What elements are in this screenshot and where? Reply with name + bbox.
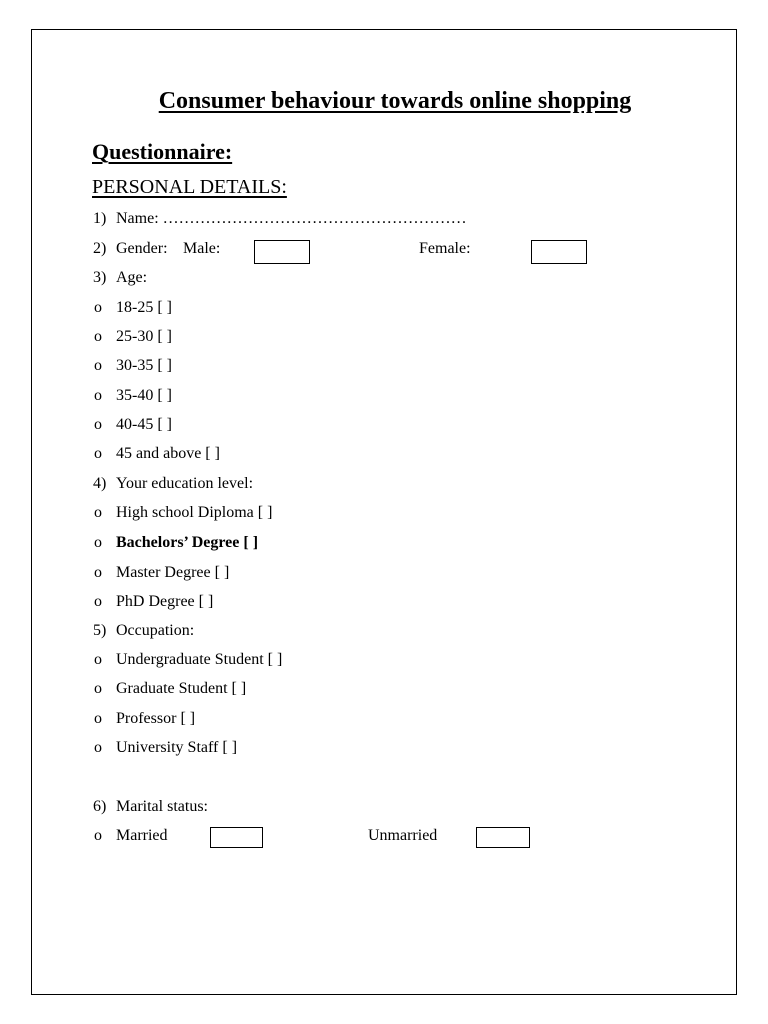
marital-unmarried-checkbox[interactable] <box>476 827 530 848</box>
bullet: o <box>94 357 102 374</box>
document-title: Consumer behaviour towards online shopping <box>158 88 632 114</box>
name-answer-line[interactable]: ………………………………………………… <box>162 210 467 227</box>
education-option-phd[interactable]: PhD Degree [ ] <box>116 593 214 610</box>
age-option-35-40[interactable]: 35-40 [ ] <box>116 387 172 404</box>
bullet: o <box>94 739 102 756</box>
question-number-4: 4) <box>93 475 107 492</box>
question-number-2: 2) <box>93 240 107 257</box>
bullet: o <box>94 445 102 462</box>
bullet: o <box>94 564 102 581</box>
bullet: o <box>94 416 102 433</box>
bullet: o <box>94 299 102 316</box>
education-option-master[interactable]: Master Degree [ ] <box>116 564 230 581</box>
question-number-6: 6) <box>93 798 107 815</box>
age-option-30-35[interactable]: 30-35 [ ] <box>116 357 172 374</box>
age-option-25-30[interactable]: 25-30 [ ] <box>116 328 172 345</box>
bullet: o <box>94 710 102 727</box>
questionnaire-heading: Questionnaire: <box>92 139 233 164</box>
bullet: o <box>94 593 102 610</box>
personal-details-heading: PERSONAL DETAILS: <box>92 176 287 198</box>
question-number-5: 5) <box>93 622 107 639</box>
gender-label: Gender: <box>116 240 168 257</box>
bullet: o <box>94 827 102 844</box>
marital-married-label: Married <box>116 827 168 844</box>
age-label: Age: <box>116 269 148 286</box>
bullet: o <box>94 680 102 697</box>
education-label: Your education level: <box>116 475 254 492</box>
gender-female-checkbox[interactable] <box>531 240 587 264</box>
age-option-40-45[interactable]: 40-45 [ ] <box>116 416 172 433</box>
bullet: o <box>94 651 102 668</box>
bullet: o <box>94 534 102 551</box>
gender-female-label: Female: <box>419 240 471 257</box>
question-number-3: 3) <box>93 269 107 286</box>
education-option-high-school[interactable]: High school Diploma [ ] <box>116 504 273 521</box>
name-label: Name: <box>116 210 159 227</box>
name-question <box>116 209 467 229</box>
bullet: o <box>94 328 102 345</box>
age-option-18-25[interactable]: 18-25 [ ] <box>116 299 172 316</box>
age-option-45-above[interactable]: 45 and above [ ] <box>116 445 220 462</box>
marital-married-checkbox[interactable] <box>210 827 263 848</box>
marital-status-label: Marital status: <box>116 798 208 815</box>
marital-unmarried-label: Unmarried <box>368 827 438 844</box>
bullet: o <box>94 387 102 404</box>
gender-male-label: Male: <box>183 240 221 257</box>
occupation-option-undergraduate[interactable]: Undergraduate Student [ ] <box>116 651 283 668</box>
occupation-option-staff[interactable]: University Staff [ ] <box>116 739 238 756</box>
question-number-1: 1) <box>93 210 107 227</box>
occupation-option-graduate[interactable]: Graduate Student [ ] <box>116 680 247 697</box>
bullet: o <box>94 504 102 521</box>
occupation-option-professor[interactable]: Professor [ ] <box>116 710 196 727</box>
education-option-bachelors[interactable]: Bachelors’ Degree [ ] <box>116 534 259 551</box>
occupation-label: Occupation: <box>116 622 195 639</box>
gender-male-checkbox[interactable] <box>254 240 310 264</box>
